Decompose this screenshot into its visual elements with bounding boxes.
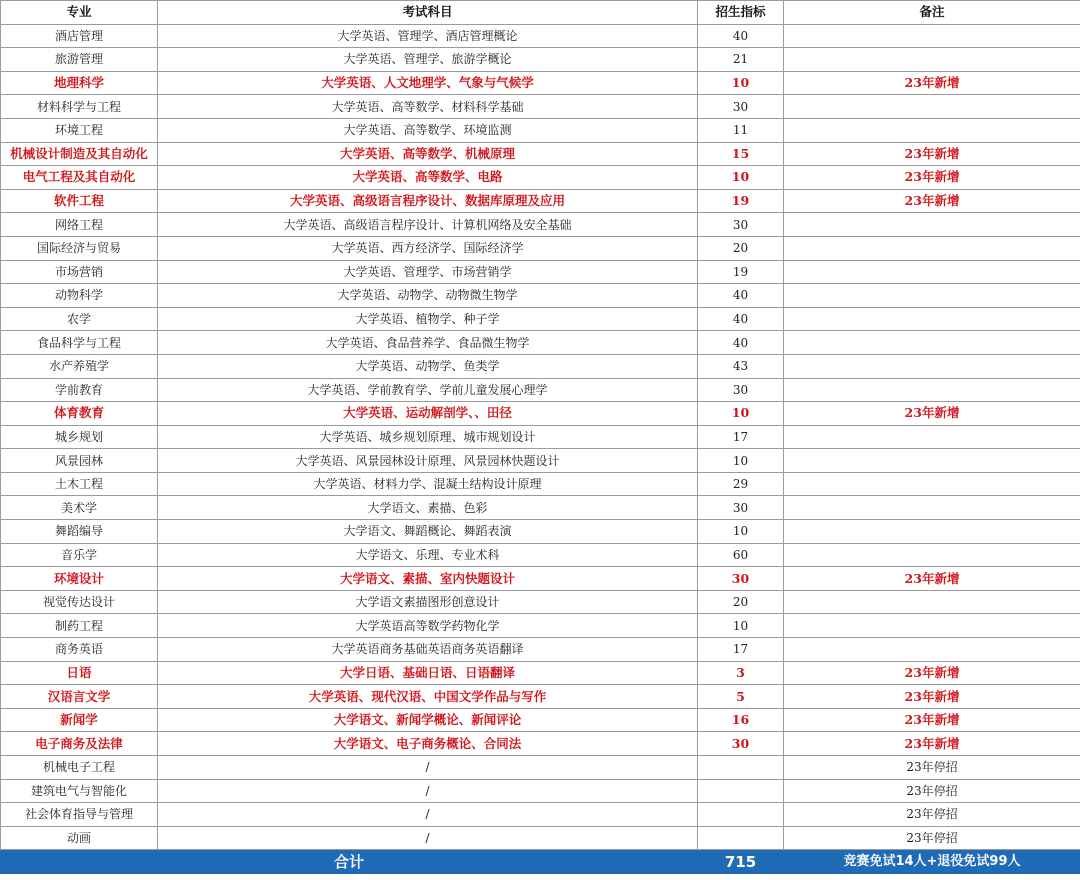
total-remark: 竞赛免试14人+退役免试99人 (784, 850, 1080, 874)
cell-major: 学前教育 (1, 378, 158, 402)
table-row (1, 826, 1080, 850)
cell-quota (698, 779, 784, 803)
cell-subjects: 大学语文素描图形创意设计 (158, 590, 698, 614)
cell-subjects: / (158, 756, 698, 780)
cell-major: 新闻学 (1, 708, 158, 732)
cell-major: 农学 (1, 307, 158, 331)
cell-quota: 15 (698, 142, 784, 166)
cell-subjects: 大学语文、电子商务概论、合同法 (158, 732, 698, 756)
cell-subjects: 大学英语、高等数学、电路 (158, 166, 698, 190)
cell-remark (784, 520, 1080, 544)
table-row (1, 354, 1080, 378)
table-row (1, 614, 1080, 638)
cell-remark (784, 590, 1080, 614)
table-row (1, 118, 1080, 142)
cell-major: 环境设计 (1, 567, 158, 591)
cell-quota: 11 (698, 118, 784, 142)
cell-subjects: 大学英语、学前教育学、学前儿童发展心理学 (158, 378, 698, 402)
table-row (1, 425, 1080, 449)
table-row (1, 685, 1080, 709)
cell-remark (784, 331, 1080, 355)
cell-major: 地理科学 (1, 71, 158, 95)
cell-subjects: / (158, 803, 698, 827)
cell-quota: 60 (698, 543, 784, 567)
cell-subjects: 大学英语、高等数学、环境监测 (158, 118, 698, 142)
cell-major: 动画 (1, 826, 158, 850)
cell-major: 汉语言文学 (1, 685, 158, 709)
total-label: 合计 (1, 850, 698, 874)
cell-remark (784, 284, 1080, 308)
cell-subjects: 大学英语、动物学、鱼类学 (158, 354, 698, 378)
cell-quota: 43 (698, 354, 784, 378)
cell-major: 商务英语 (1, 638, 158, 662)
header-major: 专业 (1, 1, 158, 25)
cell-remark: 23年新增 (784, 189, 1080, 213)
table-row (1, 331, 1080, 355)
cell-major: 制药工程 (1, 614, 158, 638)
table-row (1, 779, 1080, 803)
cell-quota: 30 (698, 378, 784, 402)
cell-remark (784, 213, 1080, 237)
cell-subjects: 大学语文、乐理、专业术科 (158, 543, 698, 567)
cell-major: 社会体育指导与管理 (1, 803, 158, 827)
table-row (1, 661, 1080, 685)
cell-subjects: 大学英语商务基础英语商务英语翻译 (158, 638, 698, 662)
cell-major: 音乐学 (1, 543, 158, 567)
cell-subjects: 大学英语、食品营养学、食品微生物学 (158, 331, 698, 355)
cell-subjects: / (158, 826, 698, 850)
cell-remark (784, 449, 1080, 473)
table-row (1, 142, 1080, 166)
table-row (1, 166, 1080, 190)
cell-remark: 23年新增 (784, 732, 1080, 756)
table-row (1, 24, 1080, 48)
cell-remark (784, 378, 1080, 402)
cell-major: 酒店管理 (1, 24, 158, 48)
cell-major: 国际经济与贸易 (1, 236, 158, 260)
cell-major: 旅游管理 (1, 48, 158, 72)
cell-remark (784, 543, 1080, 567)
cell-quota: 17 (698, 638, 784, 662)
cell-subjects: 大学英语、植物学、种子学 (158, 307, 698, 331)
table-row (1, 520, 1080, 544)
cell-subjects: 大学英语、西方经济学、国际经济学 (158, 236, 698, 260)
cell-quota: 40 (698, 24, 784, 48)
cell-subjects: 大学语文、素描、室内快题设计 (158, 567, 698, 591)
cell-remark: 23年停招 (784, 779, 1080, 803)
cell-quota: 10 (698, 520, 784, 544)
cell-subjects: 大学英语、管理学、旅游学概论 (158, 48, 698, 72)
cell-remark: 23年新增 (784, 71, 1080, 95)
cell-quota: 3 (698, 661, 784, 685)
cell-quota: 40 (698, 331, 784, 355)
cell-major: 食品科学与工程 (1, 331, 158, 355)
cell-quota (698, 756, 784, 780)
cell-remark (784, 425, 1080, 449)
cell-remark (784, 354, 1080, 378)
cell-major: 水产养殖学 (1, 354, 158, 378)
cell-major: 电子商务及法律 (1, 732, 158, 756)
cell-major: 机械电子工程 (1, 756, 158, 780)
cell-subjects: 大学英语、材料力学、混凝土结构设计原理 (158, 472, 698, 496)
cell-major: 机械设计制造及其自动化 (1, 142, 158, 166)
cell-major: 风景园林 (1, 449, 158, 473)
cell-major: 动物科学 (1, 284, 158, 308)
cell-subjects: 大学英语、运动解剖学、、田径 (158, 402, 698, 426)
cell-quota: 21 (698, 48, 784, 72)
cell-remark (784, 236, 1080, 260)
cell-subjects: 大学英语、高级语言程序设计、数据库原理及应用 (158, 189, 698, 213)
table-row (1, 732, 1080, 756)
table-row (1, 449, 1080, 473)
cell-major: 日语 (1, 661, 158, 685)
cell-remark (784, 48, 1080, 72)
cell-quota (698, 826, 784, 850)
cell-subjects: 大学英语、高级语言程序设计、计算机网络及安全基础 (158, 213, 698, 237)
cell-major: 软件工程 (1, 189, 158, 213)
cell-major: 电气工程及其自动化 (1, 166, 158, 190)
cell-major: 舞蹈编导 (1, 520, 158, 544)
table-row (1, 307, 1080, 331)
cell-quota: 17 (698, 425, 784, 449)
cell-subjects: 大学语文、素描、色彩 (158, 496, 698, 520)
cell-remark: 23年新增 (784, 567, 1080, 591)
header-quota: 招生指标 (698, 1, 784, 25)
cell-quota: 29 (698, 472, 784, 496)
cell-remark (784, 260, 1080, 284)
table-row (1, 567, 1080, 591)
header-remark: 备注 (784, 1, 1080, 25)
cell-subjects: 大学英语高等数学药物化学 (158, 614, 698, 638)
cell-subjects: 大学英语、高等数学、机械原理 (158, 142, 698, 166)
table-row (1, 48, 1080, 72)
cell-subjects: 大学英语、管理学、市场营销学 (158, 260, 698, 284)
cell-quota: 40 (698, 307, 784, 331)
cell-quota: 19 (698, 189, 784, 213)
cell-quota: 30 (698, 567, 784, 591)
header-subjects: 考试科目 (158, 1, 698, 25)
cell-major: 体育教育 (1, 402, 158, 426)
cell-remark: 23年新增 (784, 661, 1080, 685)
total-row (1, 850, 1080, 874)
cell-subjects: 大学日语、基础日语、日语翻译 (158, 661, 698, 685)
table-row (1, 590, 1080, 614)
table-row (1, 803, 1080, 827)
table-row (1, 71, 1080, 95)
cell-major: 城乡规划 (1, 425, 158, 449)
cell-remark: 23年新增 (784, 142, 1080, 166)
cell-remark (784, 614, 1080, 638)
cell-quota: 10 (698, 71, 784, 95)
cell-major: 土木工程 (1, 472, 158, 496)
cell-quota: 40 (698, 284, 784, 308)
table-row (1, 543, 1080, 567)
cell-major: 网络工程 (1, 213, 158, 237)
cell-remark: 23年停招 (784, 756, 1080, 780)
cell-remark: 23年新增 (784, 166, 1080, 190)
table-body (1, 24, 1080, 850)
cell-major: 市场营销 (1, 260, 158, 284)
table-row (1, 95, 1080, 119)
table-row (1, 378, 1080, 402)
cell-quota: 30 (698, 732, 784, 756)
cell-remark: 23年停招 (784, 826, 1080, 850)
cell-subjects: 大学英语、动物学、动物微生物学 (158, 284, 698, 308)
cell-subjects: 大学语文、新闻学概论、新闻评论 (158, 708, 698, 732)
cell-quota: 10 (698, 449, 784, 473)
cell-quota: 10 (698, 614, 784, 638)
table-row (1, 756, 1080, 780)
cell-quota: 20 (698, 590, 784, 614)
cell-quota: 30 (698, 95, 784, 119)
header-row (1, 1, 1080, 25)
cell-remark (784, 95, 1080, 119)
cell-subjects: 大学英语、管理学、酒店管理概论 (158, 24, 698, 48)
cell-quota: 10 (698, 402, 784, 426)
cell-subjects: / (158, 779, 698, 803)
cell-major: 美术学 (1, 496, 158, 520)
cell-quota (698, 803, 784, 827)
table-row (1, 638, 1080, 662)
cell-remark: 23年新增 (784, 708, 1080, 732)
table-row (1, 284, 1080, 308)
cell-quota: 5 (698, 685, 784, 709)
cell-remark (784, 496, 1080, 520)
cell-quota: 30 (698, 213, 784, 237)
cell-quota: 20 (698, 236, 784, 260)
cell-major: 建筑电气与智能化 (1, 779, 158, 803)
cell-remark: 23年停招 (784, 803, 1080, 827)
cell-remark: 23年新增 (784, 685, 1080, 709)
cell-subjects: 大学英语、人文地理学、气象与气候学 (158, 71, 698, 95)
total-quota: 715 (698, 850, 784, 874)
cell-subjects: 大学语文、舞蹈概论、舞蹈表演 (158, 520, 698, 544)
cell-subjects: 大学英语、风景园林设计原理、风景园林快题设计 (158, 449, 698, 473)
cell-remark: 23年新增 (784, 402, 1080, 426)
cell-major: 环境工程 (1, 118, 158, 142)
cell-remark (784, 118, 1080, 142)
cell-quota: 19 (698, 260, 784, 284)
cell-subjects: 大学英语、城乡规划原理、城市规划设计 (158, 425, 698, 449)
cell-major: 视觉传达设计 (1, 590, 158, 614)
cell-remark (784, 638, 1080, 662)
cell-remark (784, 307, 1080, 331)
table-row (1, 402, 1080, 426)
table-row (1, 189, 1080, 213)
cell-subjects: 大学英语、高等数学、材料科学基础 (158, 95, 698, 119)
cell-remark (784, 24, 1080, 48)
table-row (1, 260, 1080, 284)
table-row (1, 236, 1080, 260)
cell-subjects: 大学英语、现代汉语、中国文学作品与写作 (158, 685, 698, 709)
cell-quota: 10 (698, 166, 784, 190)
cell-quota: 16 (698, 708, 784, 732)
table-row (1, 496, 1080, 520)
cell-quota: 30 (698, 496, 784, 520)
cell-remark (784, 472, 1080, 496)
table-row (1, 472, 1080, 496)
table-row (1, 213, 1080, 237)
table-row (1, 708, 1080, 732)
cell-major: 材料科学与工程 (1, 95, 158, 119)
